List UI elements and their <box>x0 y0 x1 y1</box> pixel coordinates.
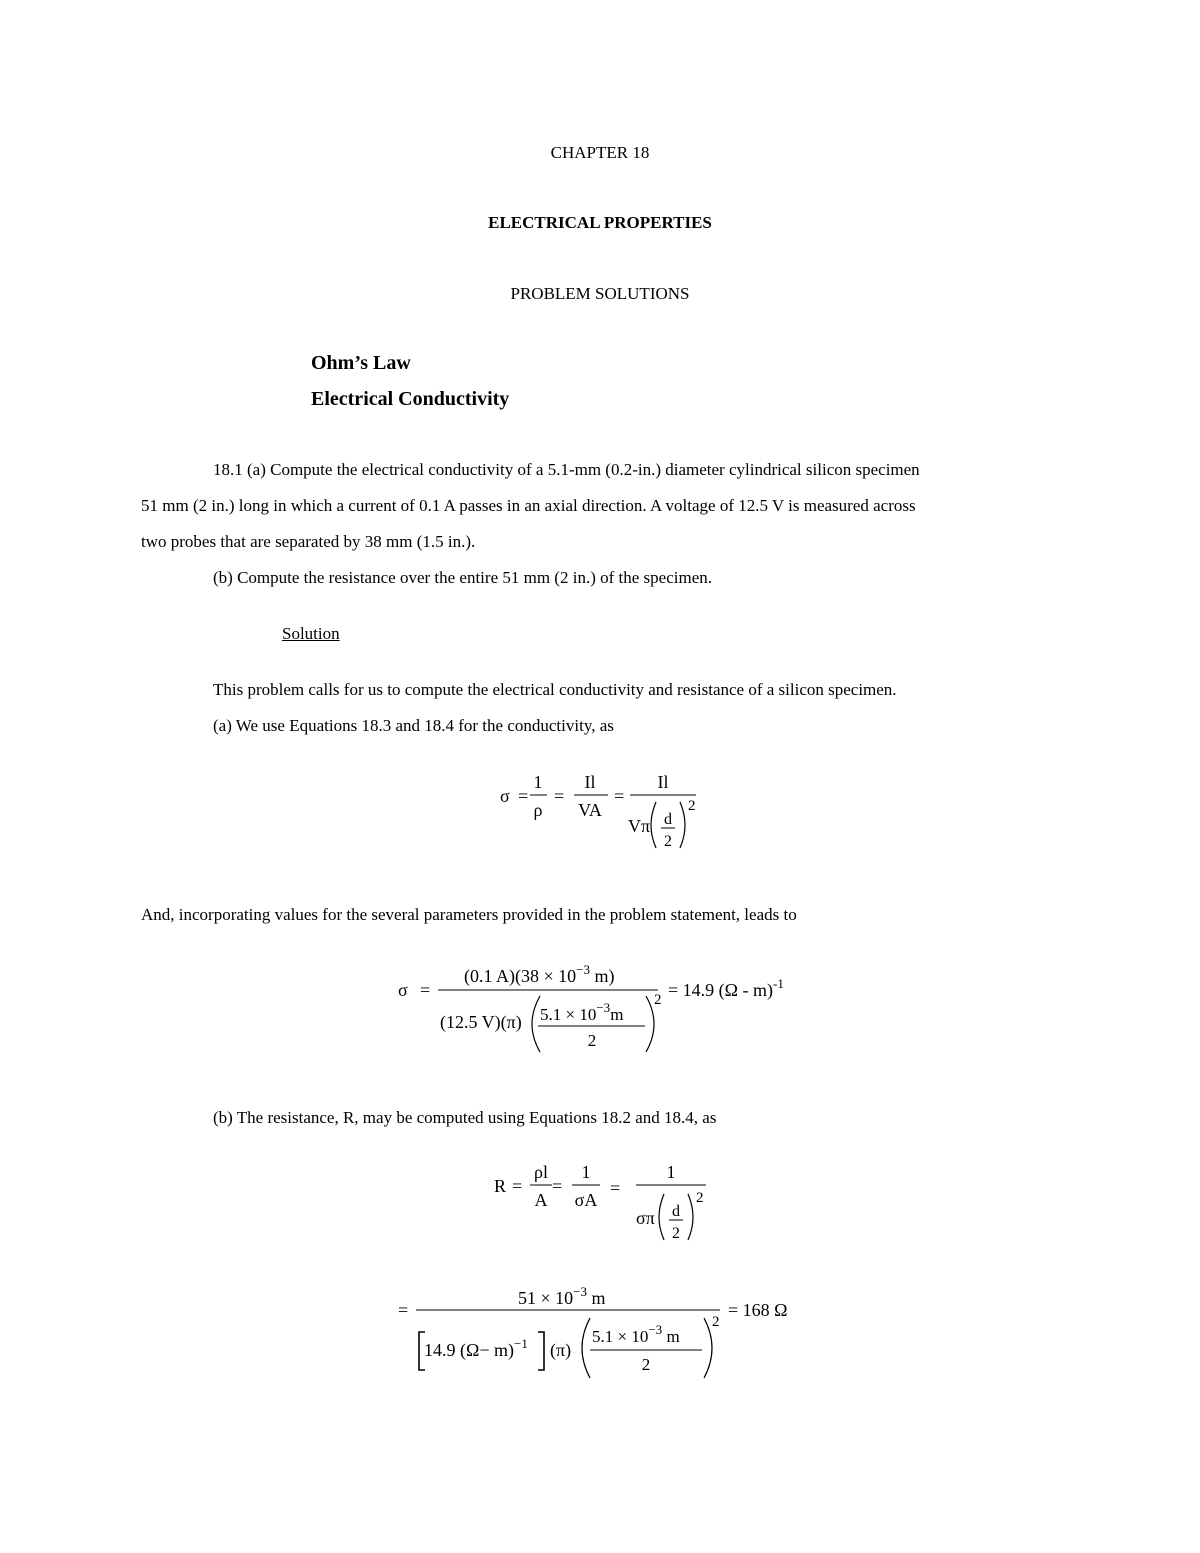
equation-conductivity-values <box>390 956 820 1060</box>
eq4-bracket-content <box>424 1336 528 1361</box>
eq2-numerator <box>464 962 614 987</box>
eq2-inner-numerator <box>540 1000 623 1024</box>
eq1-il-2: Il <box>657 772 669 792</box>
eq3-one-2: 1 <box>666 1162 676 1182</box>
eq2-numerator-main: (0.1 A)(38 × 10 <box>464 966 577 986</box>
eq4-pi: (π) <box>550 1340 572 1360</box>
eq2-square: 2 <box>654 992 662 1008</box>
eq4-inner-unit: m <box>662 1327 680 1346</box>
solution-part-b: (b) The resistance, R, may be computed using Equations 18.2 and 18.4, as <box>213 1108 717 1127</box>
eq3-r: R <box>494 1176 507 1196</box>
eq2-equals: = <box>420 980 431 1000</box>
chapter-subtitle: PROBLEM SOLUTIONS <box>510 284 690 303</box>
eq4-bracket-exp: −1 <box>514 1336 528 1351</box>
eq3-two: 2 <box>672 1225 680 1242</box>
eq4-numerator <box>518 1284 606 1308</box>
eq4-numerator-main: 51 × 10 <box>518 1288 574 1308</box>
problem-line-2: 51 mm (2 in.) long in which a current of 0.1 A passes in an axial direction. A voltage of 12.5 V is measured across <box>141 496 916 515</box>
eq3-equals-3: = <box>610 1178 621 1198</box>
eq2-inner-unit: m <box>610 1005 624 1024</box>
section-heading-ohms-law: Ohm’s Law <box>311 352 411 374</box>
eq2-inner-num: 5.1 × 10 <box>540 1005 597 1024</box>
eq1-equals-3: = <box>614 786 625 806</box>
eq4-inner-exp: −3 <box>648 1322 663 1337</box>
eq2-numerator-end: m) <box>589 966 615 986</box>
solution-part-a: (a) We use Equations 18.3 and 18.4 for the conductivity, as <box>213 716 614 735</box>
eq1-square: 2 <box>688 798 696 814</box>
eq3-a: A <box>534 1190 548 1210</box>
eq4-inner-numerator <box>592 1322 680 1346</box>
equation-resistance <box>486 1156 716 1248</box>
eq2-result-exp: -1 <box>773 976 784 991</box>
eq4-left-paren <box>582 1318 590 1378</box>
problem-line-1: 18.1 (a) Compute the electrical conductivity of a 5.1-mm (0.2-in.) diameter cylindrical silicon specimen <box>213 460 920 479</box>
eq4-inner-num: 5.1 × 10 <box>592 1327 649 1346</box>
eq4-result: = 168 Ω <box>728 1300 788 1320</box>
eq1-vpi: Vπ <box>628 816 651 836</box>
eq1-va: VA <box>578 800 602 820</box>
eq2-right-paren <box>646 996 654 1052</box>
eq1-right-paren <box>680 802 685 848</box>
eq2-denominator-left: (12.5 V)(π) <box>440 1012 522 1032</box>
eq3-sigma-pi: σπ <box>636 1208 655 1228</box>
eq3-one-1: 1 <box>581 1162 591 1182</box>
eq4-bracket-value: 14.9 (Ω− m) <box>424 1340 515 1360</box>
eq2-left-paren <box>532 996 540 1052</box>
eq1-rho: ρ <box>533 800 543 820</box>
problem-line-3: two probes that are separated by 38 mm (1.5 in.). <box>141 532 476 551</box>
eq1-left-paren <box>651 802 656 848</box>
eq4-square: 2 <box>712 1314 720 1330</box>
eq4-right-bracket <box>538 1332 544 1370</box>
eq1-equals-1: = <box>518 786 529 806</box>
eq3-equals-1: = <box>512 1176 523 1196</box>
eq2-sigma: σ <box>398 980 408 1000</box>
section-heading-conductivity: Electrical Conductivity <box>311 388 510 410</box>
eq3-right-paren <box>688 1194 693 1240</box>
eq4-numerator-exp: −3 <box>573 1284 587 1299</box>
problem-line-4: (b) Compute the resistance over the entire 51 mm (2 in.) of the specimen. <box>213 568 712 587</box>
eq2-result <box>668 976 784 1001</box>
eq4-numerator-unit: m <box>587 1288 606 1308</box>
solution-incorporating: And, incorporating values for the several parameters provided in the problem statement, leads to <box>141 905 797 924</box>
eq3-sigma-a: σA <box>574 1190 598 1210</box>
eq3-d: d <box>672 1203 680 1220</box>
eq3-rho-l: ρl <box>534 1162 548 1182</box>
chapter-title: ELECTRICAL PROPERTIES <box>488 213 712 232</box>
eq4-right-paren <box>704 1318 712 1378</box>
eq1-equals-2: = <box>554 786 565 806</box>
eq3-square: 2 <box>696 1190 704 1206</box>
eq1-il-1: Il <box>584 772 596 792</box>
eq2-numerator-exp: −3 <box>576 962 590 977</box>
eq3-left-paren <box>659 1194 664 1240</box>
eq4-inner-denominator: 2 <box>641 1355 651 1374</box>
eq1-one: 1 <box>533 772 543 792</box>
chapter-label: CHAPTER 18 <box>550 143 650 162</box>
eq4-equals: = <box>398 1300 409 1320</box>
equation-conductivity <box>490 768 710 858</box>
eq2-result-main: = 14.9 (Ω - m) <box>668 980 774 1000</box>
solution-intro: This problem calls for us to compute the electrical conductivity and resistance of a silicon specimen. <box>213 680 897 699</box>
eq2-inner-denominator: 2 <box>587 1031 597 1050</box>
solution-label: Solution <box>282 624 340 643</box>
eq2-inner-exp: −3 <box>596 1000 611 1015</box>
eq1-sigma: σ <box>500 786 510 806</box>
eq1-two: 2 <box>664 833 672 850</box>
eq3-equals-2: = <box>552 1176 563 1196</box>
equation-resistance-values <box>390 1280 820 1384</box>
eq1-d: d <box>664 811 672 828</box>
